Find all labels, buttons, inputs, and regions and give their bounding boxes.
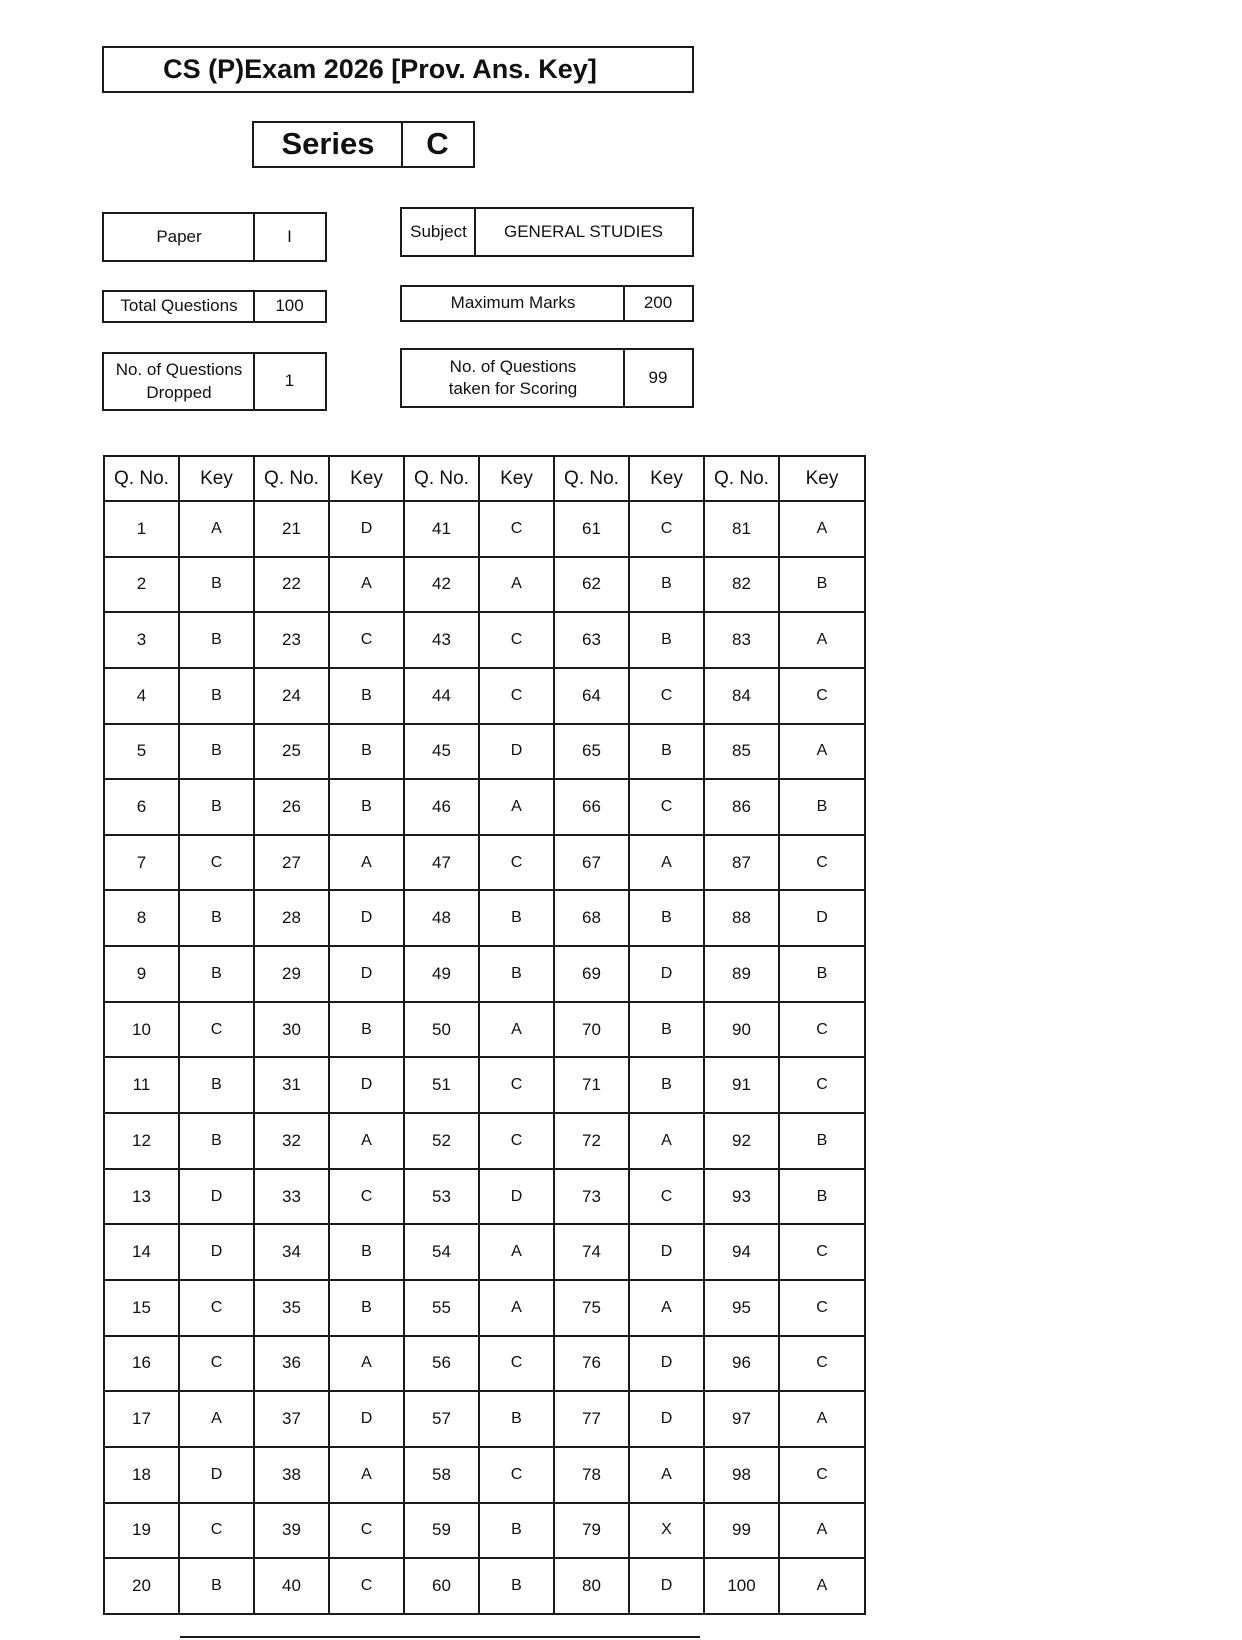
dropped-label-line1: No. of Questions bbox=[115, 360, 243, 380]
answer-key: C bbox=[779, 1002, 865, 1058]
table-row bbox=[104, 1558, 865, 1614]
scoring-questions-value: 99 bbox=[648, 367, 668, 387]
answer-key: A bbox=[479, 557, 554, 613]
answer-key: B bbox=[179, 724, 254, 780]
answer-key: C bbox=[779, 835, 865, 891]
answer-key: B bbox=[179, 946, 254, 1002]
answer-key: B bbox=[629, 890, 704, 946]
question-number: 35 bbox=[254, 1280, 329, 1336]
question-number: 30 bbox=[254, 1002, 329, 1058]
question-number: 18 bbox=[104, 1447, 179, 1503]
answer-key: C bbox=[329, 1169, 404, 1225]
question-number: 47 bbox=[404, 835, 479, 891]
maximum-marks-value: 200 bbox=[643, 293, 673, 313]
answer-key: B bbox=[179, 890, 254, 946]
answer-key: C bbox=[179, 1280, 254, 1336]
scoring-questions-label bbox=[402, 350, 624, 406]
answer-key: A bbox=[329, 557, 404, 613]
question-number: 23 bbox=[254, 612, 329, 668]
total-questions-value: 100 bbox=[275, 296, 304, 316]
answer-key: C bbox=[329, 1558, 404, 1614]
answer-key: D bbox=[479, 1169, 554, 1225]
answer-key: D bbox=[179, 1224, 254, 1280]
answer-key: D bbox=[629, 1558, 704, 1614]
question-number: 63 bbox=[554, 612, 629, 668]
answer-key: B bbox=[329, 668, 404, 724]
series-box bbox=[252, 121, 475, 168]
answer-key: B bbox=[779, 1169, 865, 1225]
answer-key: B bbox=[779, 779, 865, 835]
question-number: 56 bbox=[404, 1336, 479, 1392]
question-number: 88 bbox=[704, 890, 779, 946]
answer-key: B bbox=[629, 1057, 704, 1113]
answer-key: B bbox=[479, 1391, 554, 1447]
answer-key: B bbox=[329, 724, 404, 780]
answer-key: C bbox=[179, 835, 254, 891]
question-number: 37 bbox=[254, 1391, 329, 1447]
answer-key: C bbox=[179, 1503, 254, 1559]
question-number: 14 bbox=[104, 1224, 179, 1280]
table-row bbox=[104, 1113, 865, 1169]
answer-key: A bbox=[329, 1336, 404, 1392]
answer-key: C bbox=[779, 1224, 865, 1280]
question-number: 27 bbox=[254, 835, 329, 891]
key-column-header: Key bbox=[629, 456, 704, 501]
question-number: 98 bbox=[704, 1447, 779, 1503]
question-number: 43 bbox=[404, 612, 479, 668]
table-row bbox=[104, 612, 865, 668]
question-number: 32 bbox=[254, 1113, 329, 1169]
question-number: 33 bbox=[254, 1169, 329, 1225]
answer-key: A bbox=[779, 724, 865, 780]
footer-rule bbox=[180, 1636, 700, 1638]
question-number: 10 bbox=[104, 1002, 179, 1058]
question-number: 91 bbox=[704, 1057, 779, 1113]
question-number: 52 bbox=[404, 1113, 479, 1169]
table-row bbox=[104, 1280, 865, 1336]
answer-key: B bbox=[479, 890, 554, 946]
table-row bbox=[104, 835, 865, 891]
qno-column-header: Q. No. bbox=[704, 456, 779, 501]
question-number: 57 bbox=[404, 1391, 479, 1447]
answer-key: C bbox=[329, 1503, 404, 1559]
question-number: 75 bbox=[554, 1280, 629, 1336]
question-number: 21 bbox=[254, 501, 329, 557]
question-number: 24 bbox=[254, 668, 329, 724]
answer-key: D bbox=[329, 1391, 404, 1447]
question-number: 67 bbox=[554, 835, 629, 891]
dropped-questions-value: 1 bbox=[284, 371, 295, 391]
question-number: 93 bbox=[704, 1169, 779, 1225]
answer-key: B bbox=[329, 1280, 404, 1336]
scoring-questions-box bbox=[400, 348, 694, 408]
subject-box bbox=[400, 207, 694, 257]
maximum-marks-box bbox=[400, 285, 694, 322]
question-number: 83 bbox=[704, 612, 779, 668]
question-number: 74 bbox=[554, 1224, 629, 1280]
table-row bbox=[104, 779, 865, 835]
answer-key: A bbox=[329, 835, 404, 891]
answer-key: C bbox=[479, 501, 554, 557]
question-number: 69 bbox=[554, 946, 629, 1002]
series-value: C bbox=[426, 126, 449, 162]
key-column-header: Key bbox=[329, 456, 404, 501]
table-row bbox=[104, 1391, 865, 1447]
question-number: 86 bbox=[704, 779, 779, 835]
answer-key: C bbox=[479, 1057, 554, 1113]
question-number: 17 bbox=[104, 1391, 179, 1447]
table-row bbox=[104, 557, 865, 613]
answer-key: C bbox=[629, 779, 704, 835]
question-number: 6 bbox=[104, 779, 179, 835]
question-number: 60 bbox=[404, 1558, 479, 1614]
answer-key: C bbox=[479, 1336, 554, 1392]
answer-key: C bbox=[179, 1002, 254, 1058]
question-number: 44 bbox=[404, 668, 479, 724]
question-number: 94 bbox=[704, 1224, 779, 1280]
dropped-questions-box bbox=[102, 352, 327, 411]
question-number: 26 bbox=[254, 779, 329, 835]
question-number: 7 bbox=[104, 835, 179, 891]
question-number: 95 bbox=[704, 1280, 779, 1336]
answer-key: A bbox=[479, 779, 554, 835]
question-number: 42 bbox=[404, 557, 479, 613]
table-row bbox=[104, 1447, 865, 1503]
question-number: 11 bbox=[104, 1057, 179, 1113]
question-number: 72 bbox=[554, 1113, 629, 1169]
answer-key: B bbox=[179, 779, 254, 835]
table-row bbox=[104, 501, 865, 557]
answer-key: A bbox=[779, 1558, 865, 1614]
question-number: 80 bbox=[554, 1558, 629, 1614]
question-number: 13 bbox=[104, 1169, 179, 1225]
answer-key: D bbox=[329, 501, 404, 557]
question-number: 2 bbox=[104, 557, 179, 613]
answer-key: C bbox=[779, 1336, 865, 1392]
question-number: 62 bbox=[554, 557, 629, 613]
answer-key: D bbox=[179, 1169, 254, 1225]
table-row bbox=[104, 946, 865, 1002]
question-number: 39 bbox=[254, 1503, 329, 1559]
answer-key: C bbox=[779, 1447, 865, 1503]
question-number: 12 bbox=[104, 1113, 179, 1169]
qno-column-header: Q. No. bbox=[254, 456, 329, 501]
question-number: 66 bbox=[554, 779, 629, 835]
question-number: 8 bbox=[104, 890, 179, 946]
table-body bbox=[104, 501, 865, 1614]
scoring-label-line1: No. of Questions bbox=[449, 356, 577, 376]
answer-key: B bbox=[179, 557, 254, 613]
answer-key: A bbox=[479, 1280, 554, 1336]
question-number: 4 bbox=[104, 668, 179, 724]
answer-key: B bbox=[329, 1002, 404, 1058]
answer-key: D bbox=[629, 946, 704, 1002]
table-row bbox=[104, 1057, 865, 1113]
question-number: 65 bbox=[554, 724, 629, 780]
question-number: 82 bbox=[704, 557, 779, 613]
question-number: 73 bbox=[554, 1169, 629, 1225]
question-number: 51 bbox=[404, 1057, 479, 1113]
answer-key: D bbox=[629, 1391, 704, 1447]
paper-value: I bbox=[287, 226, 292, 246]
question-number: 55 bbox=[404, 1280, 479, 1336]
question-number: 84 bbox=[704, 668, 779, 724]
question-number: 29 bbox=[254, 946, 329, 1002]
question-number: 25 bbox=[254, 724, 329, 780]
scoring-label-line2: taken for Scoring bbox=[448, 379, 578, 398]
question-number: 71 bbox=[554, 1057, 629, 1113]
answer-key: X bbox=[629, 1503, 704, 1559]
qno-column-header: Q. No. bbox=[554, 456, 629, 501]
question-number: 54 bbox=[404, 1224, 479, 1280]
paper-label: Paper bbox=[156, 226, 202, 246]
answer-key: B bbox=[629, 724, 704, 780]
series-label: Series bbox=[281, 126, 375, 162]
question-number: 50 bbox=[404, 1002, 479, 1058]
answer-key: D bbox=[629, 1336, 704, 1392]
answer-key: C bbox=[629, 501, 704, 557]
question-number: 87 bbox=[704, 835, 779, 891]
question-number: 40 bbox=[254, 1558, 329, 1614]
dropped-label-line2: Dropped bbox=[146, 382, 212, 402]
question-number: 15 bbox=[104, 1280, 179, 1336]
qno-column-header: Q. No. bbox=[104, 456, 179, 501]
question-number: 99 bbox=[704, 1503, 779, 1559]
question-number: 97 bbox=[704, 1391, 779, 1447]
answer-key: A bbox=[779, 501, 865, 557]
answer-key: C bbox=[479, 1113, 554, 1169]
question-number: 49 bbox=[404, 946, 479, 1002]
answer-key: C bbox=[779, 668, 865, 724]
table-row bbox=[104, 1224, 865, 1280]
answer-key: B bbox=[329, 779, 404, 835]
question-number: 34 bbox=[254, 1224, 329, 1280]
question-number: 41 bbox=[404, 501, 479, 557]
answer-key: C bbox=[479, 668, 554, 724]
question-number: 1 bbox=[104, 501, 179, 557]
question-number: 3 bbox=[104, 612, 179, 668]
question-number: 45 bbox=[404, 724, 479, 780]
table-row bbox=[104, 890, 865, 946]
answer-key: C bbox=[479, 612, 554, 668]
answer-key: B bbox=[779, 946, 865, 1002]
key-column-header: Key bbox=[479, 456, 554, 501]
answer-key: A bbox=[179, 1391, 254, 1447]
answer-key: A bbox=[329, 1447, 404, 1503]
question-number: 16 bbox=[104, 1336, 179, 1392]
answer-key-title-box bbox=[102, 46, 694, 93]
question-number: 81 bbox=[704, 501, 779, 557]
answer-key: A bbox=[629, 1447, 704, 1503]
question-number: 19 bbox=[104, 1503, 179, 1559]
answer-key: B bbox=[179, 1113, 254, 1169]
answer-key: B bbox=[629, 1002, 704, 1058]
answer-key: C bbox=[329, 612, 404, 668]
qno-column-header: Q. No. bbox=[404, 456, 479, 501]
answer-key: D bbox=[629, 1224, 704, 1280]
answer-key: C bbox=[779, 1280, 865, 1336]
page-title: CS (P)Exam 2026 [Prov. Ans. Key] bbox=[163, 53, 597, 84]
question-number: 9 bbox=[104, 946, 179, 1002]
question-number: 31 bbox=[254, 1057, 329, 1113]
answer-key: A bbox=[479, 1002, 554, 1058]
question-number: 5 bbox=[104, 724, 179, 780]
answer-key: B bbox=[179, 612, 254, 668]
question-number: 46 bbox=[404, 779, 479, 835]
answer-key: B bbox=[179, 1057, 254, 1113]
question-number: 89 bbox=[704, 946, 779, 1002]
maximum-marks-label: Maximum Marks bbox=[450, 293, 576, 313]
table-header-row bbox=[104, 456, 865, 501]
paper-box bbox=[102, 212, 327, 262]
answer-key: B bbox=[779, 557, 865, 613]
answer-key: B bbox=[329, 1224, 404, 1280]
table-row bbox=[104, 1002, 865, 1058]
answer-key: A bbox=[629, 1113, 704, 1169]
question-number: 53 bbox=[404, 1169, 479, 1225]
question-number: 100 bbox=[704, 1558, 779, 1614]
answer-key: B bbox=[479, 946, 554, 1002]
answer-key: A bbox=[329, 1113, 404, 1169]
question-number: 20 bbox=[104, 1558, 179, 1614]
total-questions-box bbox=[102, 290, 327, 323]
answer-key: A bbox=[629, 835, 704, 891]
question-number: 92 bbox=[704, 1113, 779, 1169]
answer-key: B bbox=[629, 612, 704, 668]
subject-label: Subject bbox=[410, 221, 467, 241]
question-number: 78 bbox=[554, 1447, 629, 1503]
answer-key: C bbox=[179, 1336, 254, 1392]
question-number: 59 bbox=[404, 1503, 479, 1559]
answer-key: A bbox=[779, 1503, 865, 1559]
key-column-header: Key bbox=[179, 456, 254, 501]
question-number: 79 bbox=[554, 1503, 629, 1559]
question-number: 61 bbox=[554, 501, 629, 557]
question-number: 64 bbox=[554, 668, 629, 724]
table-row bbox=[104, 1336, 865, 1392]
dropped-questions-label bbox=[104, 354, 254, 409]
question-number: 58 bbox=[404, 1447, 479, 1503]
answer-key-table bbox=[103, 455, 866, 1615]
answer-key: A bbox=[479, 1224, 554, 1280]
answer-key: D bbox=[179, 1447, 254, 1503]
answer-key: C bbox=[479, 835, 554, 891]
question-number: 96 bbox=[704, 1336, 779, 1392]
answer-key: C bbox=[629, 1169, 704, 1225]
answer-key: A bbox=[629, 1280, 704, 1336]
total-questions-label: Total Questions bbox=[120, 296, 238, 316]
answer-key: B bbox=[629, 557, 704, 613]
answer-key: B bbox=[179, 668, 254, 724]
question-number: 70 bbox=[554, 1002, 629, 1058]
table-row bbox=[104, 724, 865, 780]
question-number: 36 bbox=[254, 1336, 329, 1392]
answer-key: C bbox=[479, 1447, 554, 1503]
question-number: 22 bbox=[254, 557, 329, 613]
question-number: 48 bbox=[404, 890, 479, 946]
table-row bbox=[104, 1169, 865, 1225]
question-number: 90 bbox=[704, 1002, 779, 1058]
table-row bbox=[104, 1503, 865, 1559]
key-column-header: Key bbox=[779, 456, 865, 501]
table-row bbox=[104, 668, 865, 724]
subject-value: GENERAL STUDIES bbox=[503, 221, 664, 241]
answer-key: B bbox=[179, 1558, 254, 1614]
answer-key: A bbox=[179, 501, 254, 557]
question-number: 77 bbox=[554, 1391, 629, 1447]
question-number: 76 bbox=[554, 1336, 629, 1392]
question-number: 38 bbox=[254, 1447, 329, 1503]
answer-key: A bbox=[779, 612, 865, 668]
answer-key: D bbox=[329, 946, 404, 1002]
answer-key: D bbox=[329, 1057, 404, 1113]
answer-key: C bbox=[779, 1057, 865, 1113]
answer-key: C bbox=[629, 668, 704, 724]
answer-key: B bbox=[479, 1558, 554, 1614]
question-number: 28 bbox=[254, 890, 329, 946]
answer-key: D bbox=[779, 890, 865, 946]
answer-key: B bbox=[779, 1113, 865, 1169]
answer-key: B bbox=[479, 1503, 554, 1559]
answer-key: A bbox=[779, 1391, 865, 1447]
question-number: 68 bbox=[554, 890, 629, 946]
question-number: 85 bbox=[704, 724, 779, 780]
answer-key: D bbox=[329, 890, 404, 946]
answer-key: D bbox=[479, 724, 554, 780]
